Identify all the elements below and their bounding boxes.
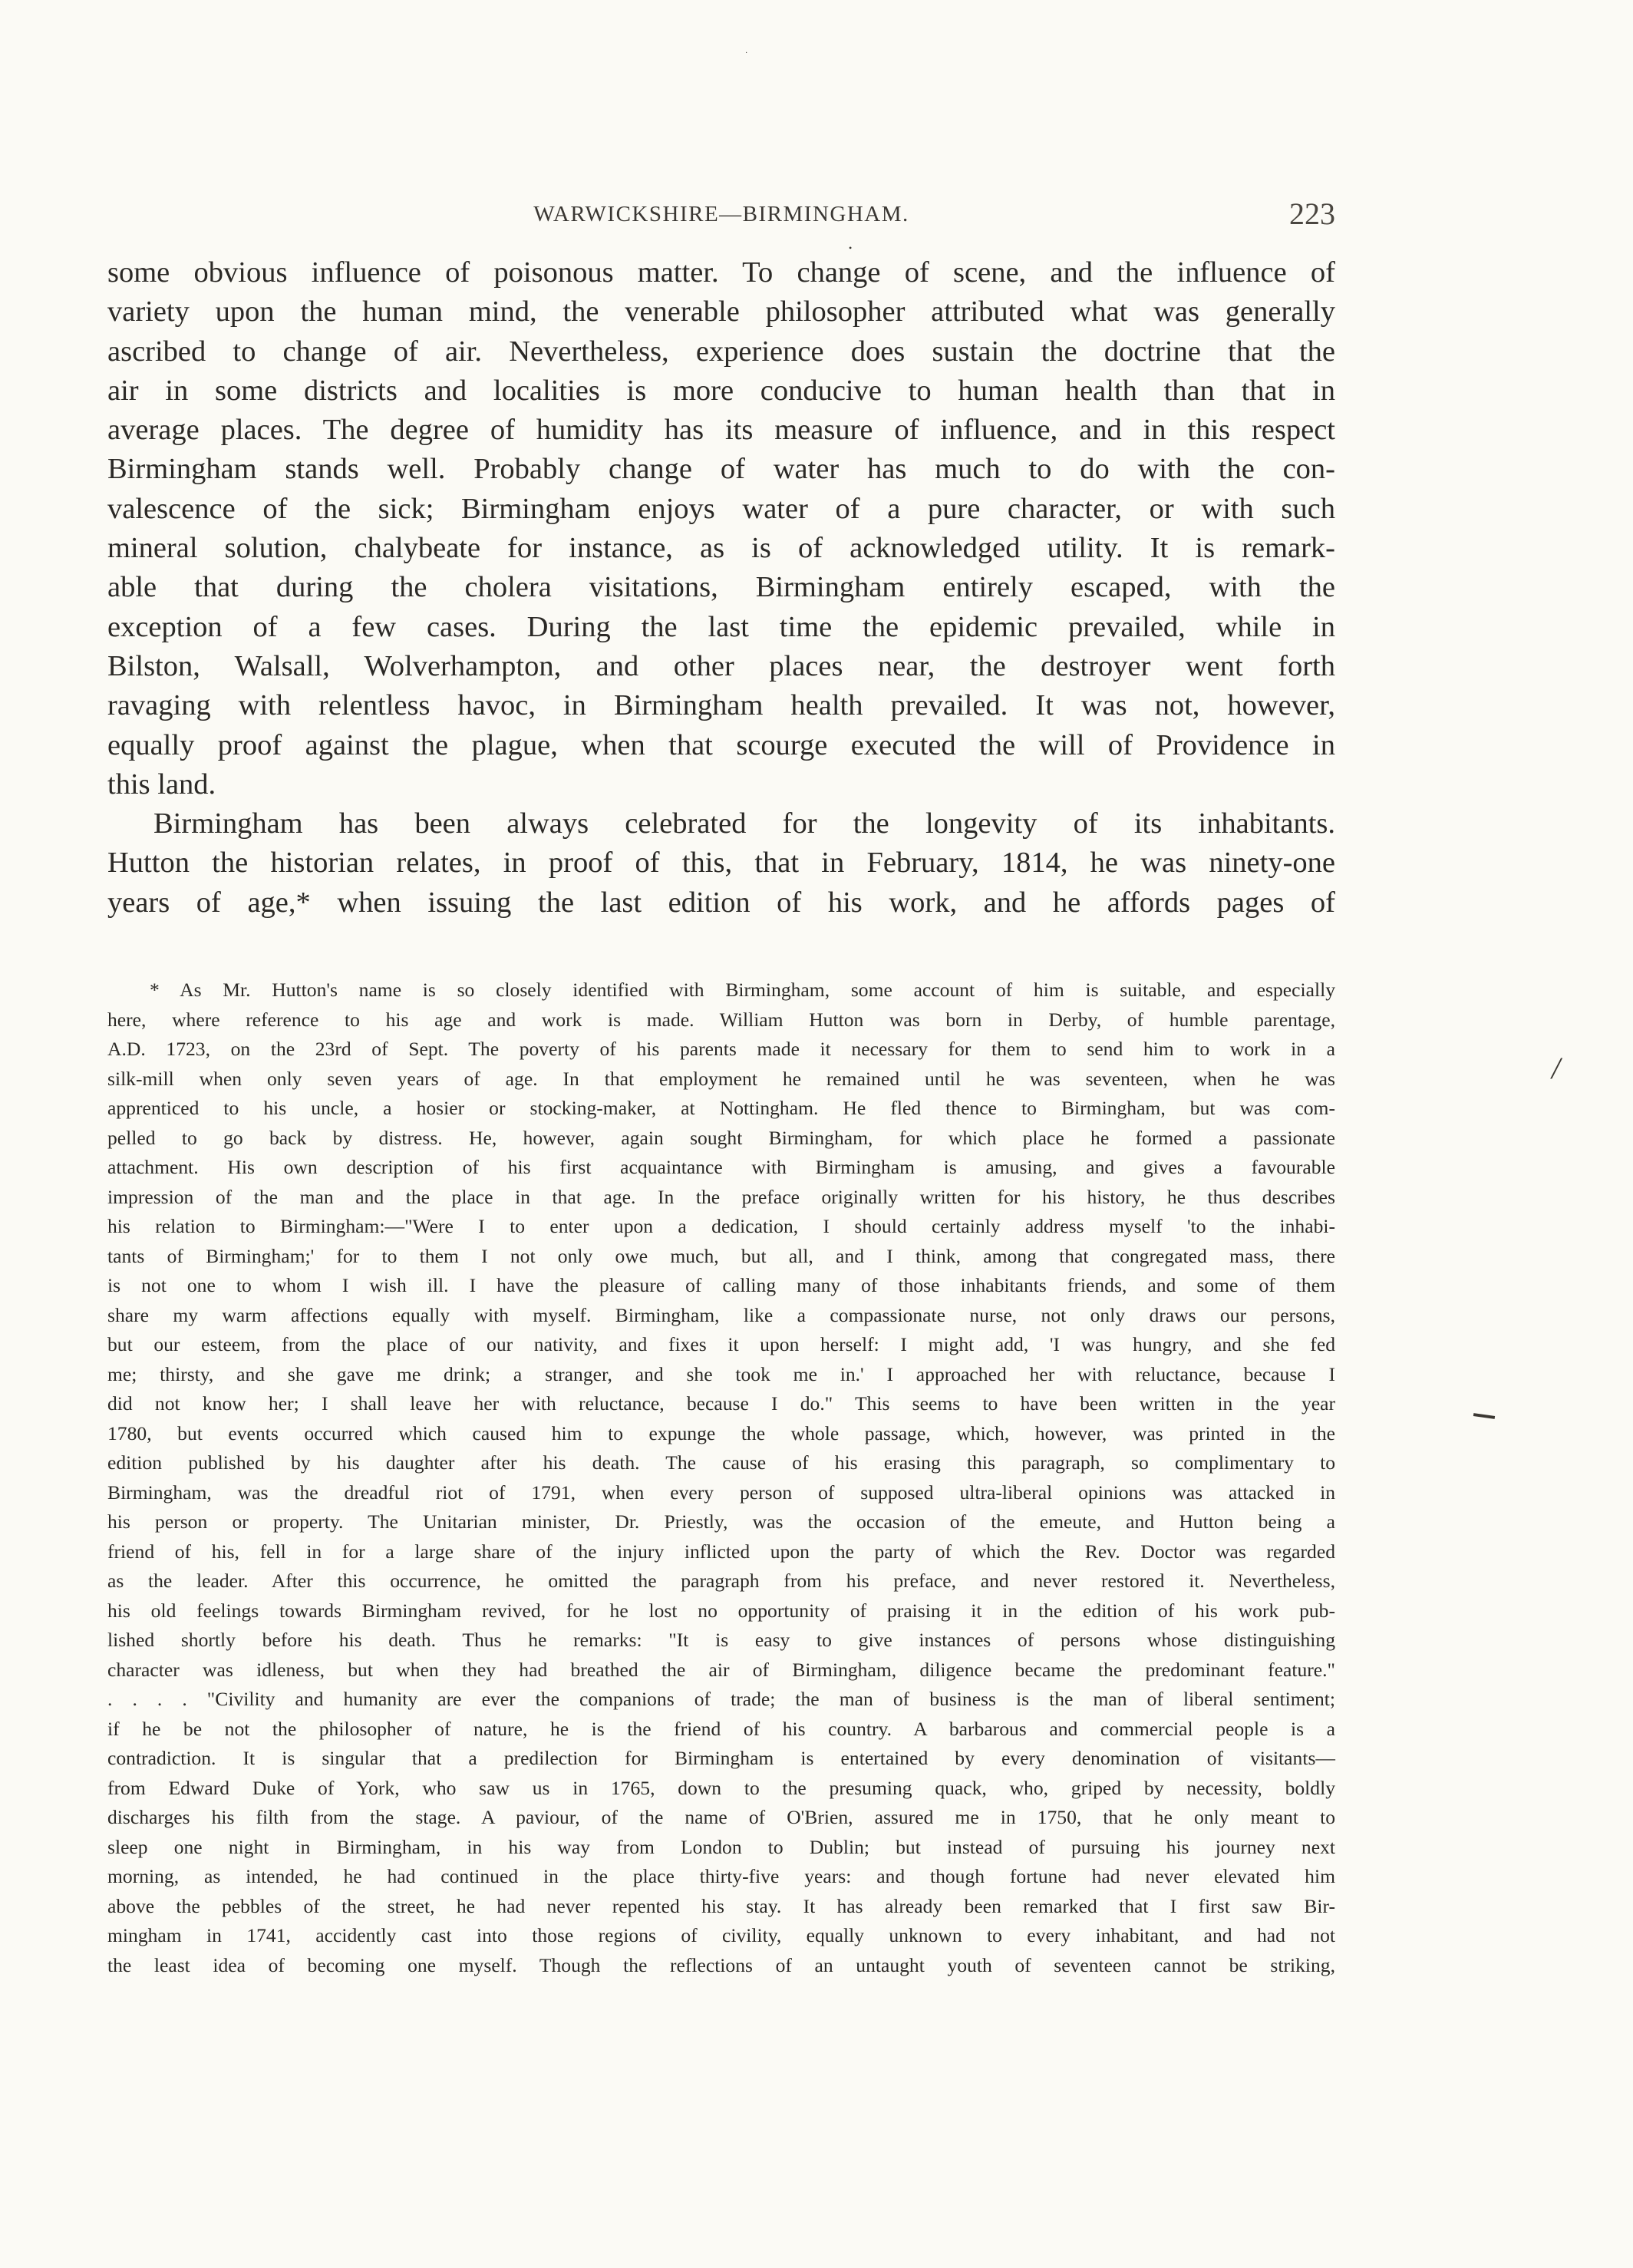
footnote-line: silk-mill when only seven years of age. In that employment he remained until he was seventeen, when he was [107, 1067, 1335, 1090]
text-line: Birmingham stands well. Probably change of water has much to do with the con- [107, 453, 1335, 486]
footnote-line: if he be not the philosopher of nature, he is the friend of his country. A barbarous and commercial people is a [107, 1717, 1335, 1740]
text-line: air in some districts and localities is more conducive to human health than that in [107, 374, 1335, 407]
footnote-line: apprenticed to his uncle, a hosier or stocking-maker, at Nottingham. He fled thence to Birmingham, but was com- [107, 1097, 1335, 1119]
footnote-line: above the pebbles of the street, he had never repented his stay. It has already been remarked that I first saw Bir- [107, 1894, 1335, 1917]
margin-dash-mark [1473, 1413, 1495, 1419]
footnote-line: . . . . "Civility and humanity are ever the companions of trade; the man of business is the man of liberal sentiment; [107, 1688, 1335, 1710]
footnote-line: A.D. 1723, on the 23rd of Sept. The poverty of his parents made it necessary for them to send him to work in a [107, 1038, 1335, 1060]
running-title: WARWICKSHIRE—BIRMINGHAM. [533, 202, 909, 226]
text-line: valescence of the sick; Birmingham enjoys water of a pure character, or with such [107, 492, 1335, 525]
footnote-line: me; thirsty, and she gave me drink; a stranger, and she took me in.' I approached her with reluctance, because I [107, 1362, 1335, 1385]
text-line: average places. The degree of humidity has its measure of influence, and in this respect [107, 414, 1335, 447]
footnote-line: his relation to Birmingham:—"Were I to enter upon a dedication, I should certainly address myself 'to the inhabi- [107, 1215, 1335, 1237]
footnote-line: * As Mr. Hutton's name is so closely identified with Birmingham, some account of him is suitable, and especially [150, 979, 1335, 1001]
footnote-line: did not know her; I shall leave her with reluctance, because I do." This seems to have been written in the year [107, 1392, 1335, 1415]
footnote-line: tants of Birmingham;' for to them I not only owe much, but all, and I think, among that congregated mass, there [107, 1244, 1335, 1267]
page [107, 0, 1335, 2268]
page-number: 223 [1289, 196, 1335, 231]
page-header [107, 196, 1335, 234]
footnote-line: impression of the man and the place in that age. In the preface originally written for his history, he thus describes [107, 1185, 1335, 1208]
footnote-line: discharges his filth from the stage. A paviour, of the name of O'Brien, assured me in 1750, that he only meant to [107, 1806, 1335, 1828]
footnote-line: lished shortly before his death. Thus he remarks: "It is easy to give instances of persons whose distinguishing [107, 1629, 1335, 1651]
text-line: mineral solution, chalybeate for instance, as is of acknowledged utility. It is remark- [107, 532, 1335, 565]
footnote [107, 976, 1335, 1980]
footnote-line: the least idea of becoming one myself. Though the reflections of an untaught youth of seventeen cannot be striking, [107, 1953, 1335, 1976]
footnote-line: his old feelings towards Birmingham revived, for he lost no opportunity of praising it in the edition of his work pub- [107, 1599, 1335, 1622]
text-line: ravaging with relentless havoc, in Birmingham health prevailed. It was not, however, [107, 689, 1335, 722]
footnote-line: attachment. His own description of his first acquaintance with Birmingham is amusing, and gives a favourable [107, 1156, 1335, 1178]
text-line: Birmingham has been always celebrated for the longevity of its inhabitants. [153, 807, 1335, 840]
text-line: variety upon the human mind, the venerable philosopher attributed what was generally [107, 295, 1335, 328]
text-line: years of age,* when issuing the last edition of his work, and he affords pages of [107, 886, 1335, 919]
footnote-line: here, where reference to his age and work is made. William Hutton was born in Derby, of humble parentage, [107, 1008, 1335, 1031]
page-speck: · [745, 49, 748, 58]
footnote-line: friend of his, fell in for a large share of the injury inflicted upon the party of which the Rev. Doctor was regarded [107, 1540, 1335, 1563]
margin-tick-mark: / [1552, 1051, 1561, 1085]
footnote-line: character was idleness, but when they had breathed the air of Birmingham, diligence became the predominant feature." [107, 1658, 1335, 1681]
footnote-line: pelled to go back by distress. He, however, again sought Birmingham, for which place he formed a passionate [107, 1126, 1335, 1149]
footnote-line: share my warm affections equally with myself. Birmingham, like a compassionate nurse, not only draws our persons, [107, 1303, 1335, 1326]
footnote-line: is not one to whom I wish ill. I have the pleasure of calling many of those inhabitants friends, and some of them [107, 1274, 1335, 1296]
text-line: some obvious influence of poisonous matter. To change of scene, and the influence of [107, 256, 1335, 289]
text-line: Bilston, Walsall, Wolverhampton, and other places near, the destroyer went forth [107, 649, 1335, 682]
text-line: able that during the cholera visitations, Birmingham entirely escaped, with the [107, 571, 1335, 604]
footnote-line: but our esteem, from the place of our nativity, and fixes it upon herself: I might add, 'I was hungry, and she fed [107, 1333, 1335, 1355]
footnote-line: mingham in 1741, accidently cast into those regions of civility, equally unknown to every inhabitant, and had not [107, 1924, 1335, 1946]
footnote-line: from Edward Duke of York, who saw us in 1765, down to the presuming quack, who, griped by necessity, boldly [107, 1776, 1335, 1799]
footnote-line: Birmingham, was the dreadful riot of 1791, when every person of supposed ultra-liberal opinions was attacked in [107, 1481, 1335, 1504]
text-line: equally proof against the plague, when that scourge executed the will of Providence in [107, 728, 1335, 761]
text-line: ascribed to change of air. Nevertheless, experience does sustain the doctrine that the [107, 335, 1335, 368]
text-line: exception of a few cases. During the last time the epidemic prevailed, while in [107, 610, 1335, 643]
footnote-line: his person or property. The Unitarian minister, Dr. Priestly, was the occasion of the emeute, and Hutton being a [107, 1510, 1335, 1533]
text-line: Hutton the historian relates, in proof of this, that in February, 1814, he was ninety-one [107, 847, 1335, 880]
text-line: this land. [107, 768, 216, 801]
header-dot: • [849, 243, 853, 253]
footnote-line: morning, as intended, he had continued in the place thirty-five years: and though fortune had never elevated him [107, 1865, 1335, 1887]
footnote-line: 1780, but events occurred which caused him to expunge the whole passage, which, however, was printed in the [107, 1421, 1335, 1444]
footnote-line: contradiction. It is singular that a predilection for Birmingham is entertained by every denomination of visitants— [107, 1747, 1335, 1769]
footnote-line: edition published by his daughter after his death. The cause of his erasing this paragraph, so complimentary to [107, 1451, 1335, 1474]
main-text [107, 253, 1335, 923]
footnote-line: as the leader. After this occurrence, he omitted the paragraph from his preface, and never restored it. Nevertheless, [107, 1570, 1335, 1592]
footnote-line: sleep one night in Birmingham, in his way from London to Dublin; but instead of pursuing his journey next [107, 1835, 1335, 1858]
